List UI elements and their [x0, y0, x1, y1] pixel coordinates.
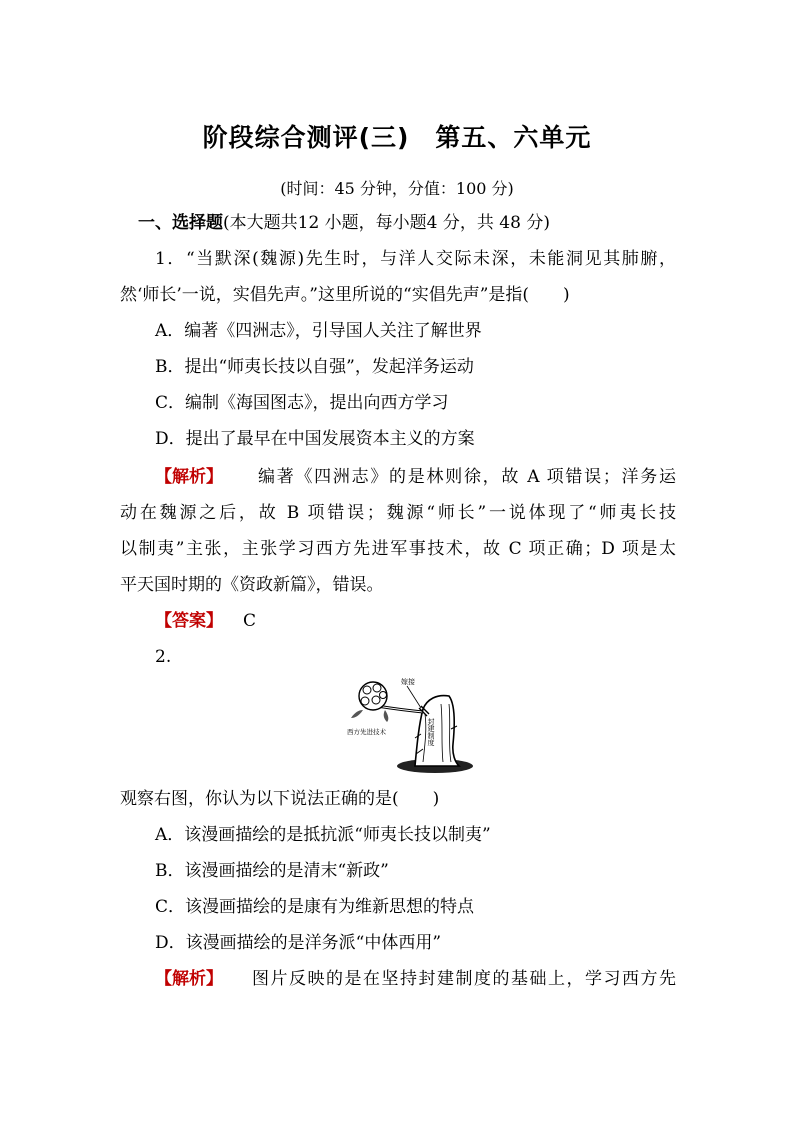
q1-analysis-line2: 动在魏源之后，故 B 项错误；魏源“师长”一说体现了“师夷长技	[120, 503, 676, 523]
answer-value: C	[243, 611, 257, 631]
page-subtitle: (时间：45 分钟，分值：100 分)	[280, 179, 514, 198]
section-heading-line	[138, 212, 550, 234]
q1-analysis-line1: 编著《四洲志》的是林则徐，故 A 项错误；洋务运	[258, 467, 676, 487]
q1-analysis-tag	[155, 466, 223, 488]
analysis-label: 【解析】	[155, 969, 223, 989]
q1-analysis-line3: 以制夷”主张，主张学习西方先进军事技术，故 C 项正确；D 项是太	[120, 539, 676, 559]
grafting-cartoon-image	[345, 674, 475, 776]
q2-analysis-tag	[155, 968, 223, 990]
q1-option-c: C．编制《海国图志》，提出向西方学习	[155, 393, 449, 413]
q2-analysis-line1: 图片反映的是在坚持封建制度的基础上，学习西方先	[252, 969, 676, 989]
figure-label-graft: 嫁接	[401, 678, 415, 686]
q1-option-a: A．编著《四洲志》，引导国人关注了解世界	[155, 321, 482, 341]
q1-option-d: D．提出了最早在中国发展资本主义的方案	[155, 429, 475, 449]
section-note: (本大题共12 小题，每小题4 分，共 48 分)	[223, 213, 550, 233]
section-heading: 一、选择题	[138, 213, 223, 233]
q2-stem: 观察右图，你认为以下说法正确的是( )	[120, 789, 440, 809]
q2-option-a: A．该漫画描绘的是抵抗派“师夷长技以制夷”	[155, 825, 491, 845]
page-title: 阶段综合测评(三) 第五、六单元	[202, 123, 592, 152]
q1-stem-line1: 1．“当默深(魏源)先生时，与洋人交际未深，未能洞见其肺腑，	[155, 249, 676, 269]
q2-option-c: C．该漫画描绘的是康有为维新思想的特点	[155, 897, 475, 917]
answer-label: 【答案】	[155, 611, 223, 631]
q2-option-d: D．该漫画描绘的是洋务派“中体西用”	[155, 933, 442, 953]
figure-label-western-tech: 西方先进技术	[347, 728, 386, 736]
q1-answer-line	[155, 610, 256, 632]
analysis-label: 【解析】	[155, 467, 223, 487]
q1-option-b: B．提出“师夷长技以自强”，发起洋务运动	[155, 357, 474, 377]
q1-analysis-line4: 平天国时期的《资政新篇》，错误。	[120, 575, 384, 595]
figure-label-feudal-system: 封建制度	[427, 718, 435, 746]
q2-option-b: B．该漫画描绘的是清末“新政”	[155, 861, 389, 881]
q2-number: 2.	[155, 647, 172, 667]
q1-stem-line2: 然‘师长’一说，实倡先声。”这里所说的“实倡先声”是指( )	[120, 285, 570, 305]
